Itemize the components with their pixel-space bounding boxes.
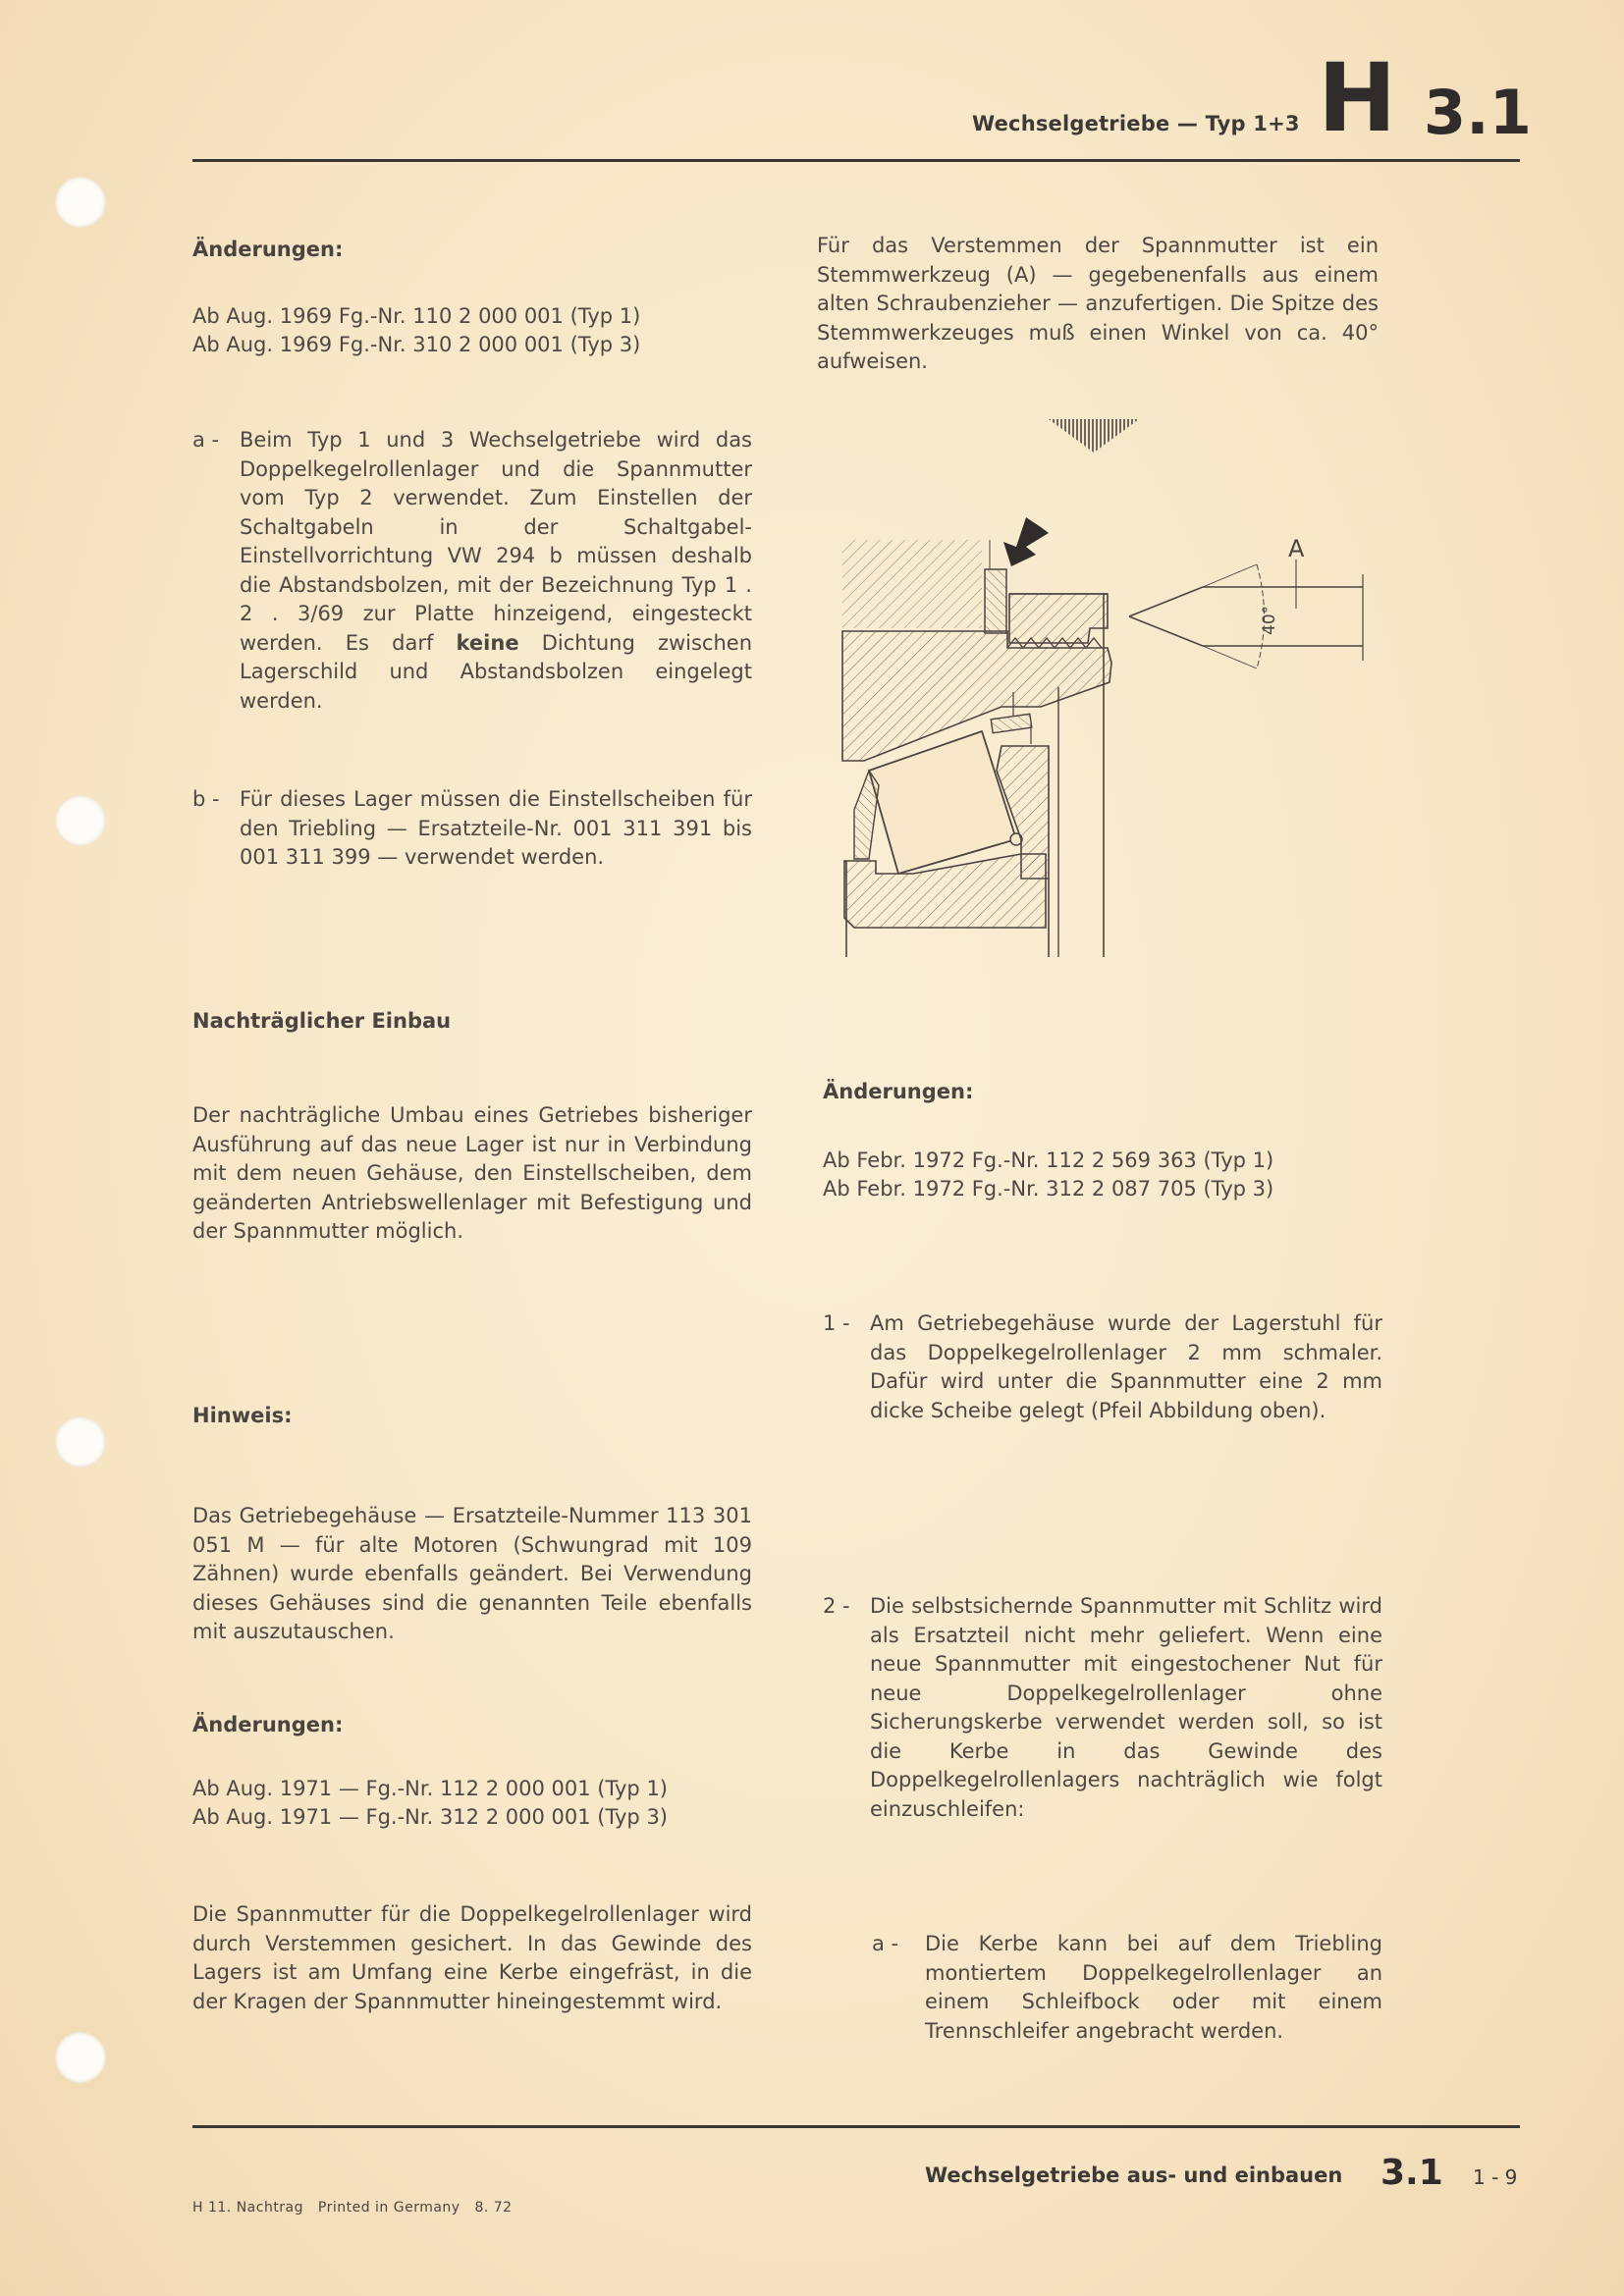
view-direction-marker: [1049, 419, 1139, 453]
punch-hole: [55, 2032, 106, 2083]
washer: [985, 569, 1006, 633]
tapered-roller: [869, 731, 1016, 874]
item-text: Die Kerbe kann bei auf dem Triebling montiertem Doppelkegelrollenlager an einem Schleifbock oder mit einem Trennschleifer angebracht werden.: [925, 1932, 1382, 2043]
note-heading: Hinweis:: [192, 1404, 293, 1427]
footer-rule: [192, 2125, 1520, 2128]
retrofit-text: Der nachträgliche Umbau eines Getriebes bisheriger Ausführung auf das neue Lager ist nur in Verbindung mit dem neuen Gehäuse, den Einstellscheiben, dem geänderten Antriebswellenlager mit Befestigung und der Spannmutter möglich.: [192, 1103, 752, 1243]
angle-label: 40°: [1260, 605, 1279, 635]
punch-hole: [55, 1416, 106, 1468]
page-number: 1 - 9: [1473, 2165, 1518, 2189]
changes-list-1: [192, 302, 640, 359]
change-line: Ab Aug. 1971 — Fg.-Nr. 312 2 000 001 (Typ 3): [192, 1805, 668, 1829]
item-text: Für dieses Lager müssen die Einstellscheiben für den Triebling — Ersatzteile-Nr. 001 311 391 bis 001 311 399 — verwendet werden.: [240, 787, 752, 869]
item-marker: a -: [872, 1932, 899, 1955]
item-a: [192, 426, 752, 716]
arrow-icon: [1003, 517, 1049, 566]
item-1: [823, 1309, 1382, 1425]
changes-heading-3: Änderungen:: [823, 1080, 974, 1103]
changes-heading-2: Änderungen:: [192, 1713, 344, 1736]
chisel-tool: [1124, 560, 1363, 668]
section-number: 3.1: [1424, 77, 1532, 148]
item-text-part: Dichtung zwischen Lagerschild und Abstandsbolzen eingelegt werden.: [240, 630, 753, 713]
change-line: Ab Febr. 1972 Fg.-Nr. 312 2 087 705 (Typ 3): [823, 1177, 1274, 1201]
retrofit-heading: Nachträglicher Einbau: [192, 1009, 452, 1033]
inner-race: [844, 854, 1046, 928]
header-rule: [192, 159, 1520, 162]
item-marker: b -: [192, 787, 220, 811]
changes-list-2: [192, 1775, 668, 1832]
footer-title: Wechselgetriebe aus- und einbauen: [925, 2163, 1343, 2187]
item-text: Am Getriebegehäuse wurde der Lagerstuhl für das Doppelkegelrollenlager 2 mm schmaler. Dafür wird unter die Spannmutter eine 2 mm dicke Scheibe gelegt (Pfeil Abbildung oben).: [870, 1311, 1382, 1422]
section-letter: H: [1318, 43, 1397, 153]
item-text-emphasis: keine: [456, 630, 519, 655]
change-line: Ab Aug. 1969 Fg.-Nr. 110 2 000 001 (Typ 1): [192, 304, 641, 328]
print-note: H 11. Nachtrag Printed in Germany 8. 72: [192, 2200, 513, 2216]
item-text: [240, 426, 752, 716]
footer-section-number: 3.1: [1380, 2153, 1443, 2193]
item-text: Die selbstsichernde Spannmutter mit Schlitz wird als Ersatzteil nicht mehr geliefert. Wenn eine neue Spannmutter mit eingestochener Nut für neue Doppelkegelrollenlager ohne Sicherungskerbe verwendet werden soll, so ist die Kerbe in das Gewinde des Doppelkegelrollenlagers nachträglich wie folgt einzuschleifen:: [870, 1594, 1382, 1821]
intro-text: Für das Verstemmen der Spannmutter ist ein Stemmwerkzeug (A) — gegebenenfalls aus einem alten Schraubenzieher — anzufertigen. Die Spitze des Stemmwerkzeuges muß einen Winkel von ca. 40° aufweisen.: [817, 234, 1379, 373]
change-line: Ab Febr. 1972 Fg.-Nr. 112 2 569 363 (Typ 1): [823, 1148, 1274, 1172]
item-marker: 1 -: [823, 1311, 850, 1335]
item-2a: [872, 1930, 1382, 2046]
item-marker: 2 -: [823, 1594, 850, 1618]
housing-section: [842, 540, 982, 628]
change-line: Ab Aug. 1969 Fg.-Nr. 310 2 000 001 (Typ 3): [192, 333, 641, 356]
item-2: [823, 1592, 1382, 1824]
note-text: Das Getriebegehäuse — Ersatzteile-Nummer 113 301 051 M — für alte Motoren (Schwungrad mit 109 Zähnen) wurde ebenfalls geändert. Bei Verwendung dieses Gehäuses sind die genannten Teile ebenfalls mit auszutauschen.: [192, 1504, 752, 1643]
tool-label: A: [1288, 535, 1305, 562]
lock-nut: [1009, 594, 1108, 643]
changes-list-3: [823, 1147, 1273, 1203]
bearing-figure: [825, 407, 1375, 962]
punch-hole: [55, 795, 106, 846]
item-marker: a -: [192, 428, 220, 452]
locknut-text: Die Spannmutter für die Doppelkegelrollenlager wird durch Verstemmen gesichert. In das Gewinde des Lagers ist am Umfang eine Kerbe eingefräst, in die der Kragen der Spannmutter hineingestemmt wird.: [192, 1902, 752, 2013]
header-title: Wechselgetriebe — Typ 1+3: [972, 112, 1300, 135]
item-text-part: Beim Typ 1 und 3 Wechselgetriebe wird das Doppelkegelrollenlager und die Spannmutter vom Typ 2 verwendet. Zum Einstellen der Schaltgabeln in der Schaltgabel-Einstellvorrichtung VW 294 b müssen deshalb die Abstandsbolzen, mit der Bezeichnung Typ 1 . 2 . 3/69 zur Platte hinzeigend, eingesteckt werden. Es darf: [240, 428, 752, 655]
punch-hole: [55, 177, 106, 228]
changes-heading-1: Änderungen:: [192, 238, 344, 261]
change-line: Ab Aug. 1971 — Fg.-Nr. 112 2 000 001 (Typ 1): [192, 1777, 668, 1800]
item-b: [192, 785, 752, 873]
